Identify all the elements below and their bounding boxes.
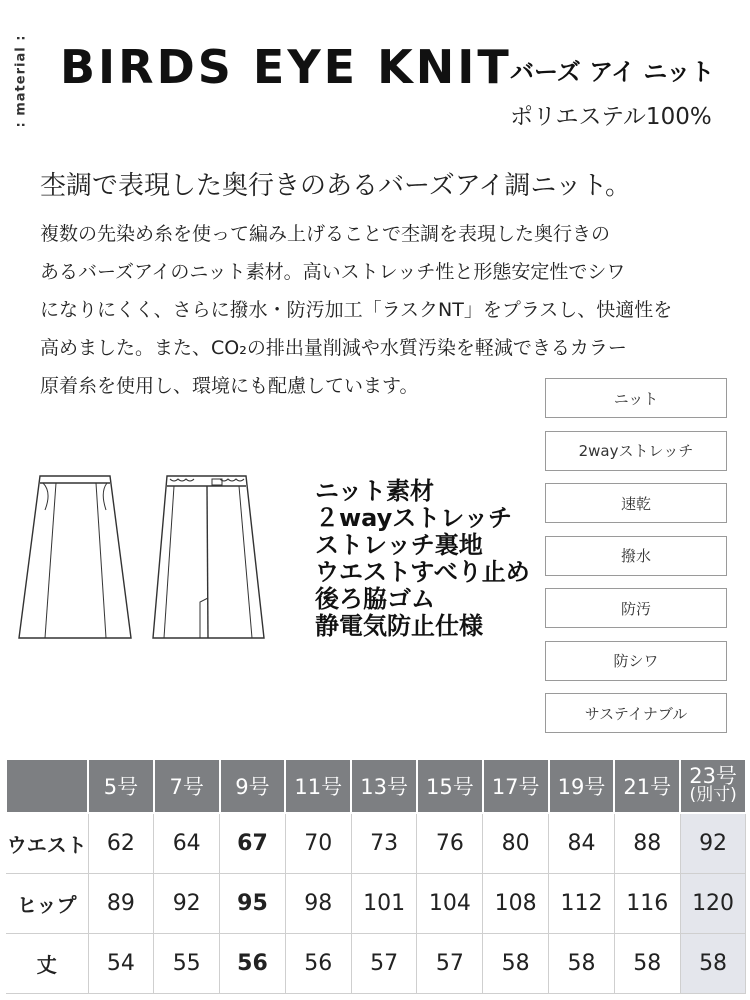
description-line: 原着糸を使用し、環境にも配慮しています。 [40, 375, 419, 397]
size-cell: 67 [220, 813, 286, 874]
size-cell: 101 [351, 874, 417, 934]
feature-list [315, 478, 530, 640]
size-header-cell: 11号 [285, 759, 351, 813]
size-cell: 56 [285, 934, 351, 994]
size-cell: 70 [285, 813, 351, 874]
size-header-special [680, 759, 746, 813]
size-cell: 57 [351, 934, 417, 994]
size-cell: 116 [614, 874, 680, 934]
size-header-cell: 9号 [220, 759, 286, 813]
size-cell: 88 [614, 813, 680, 874]
size-header-cell: 7号 [154, 759, 220, 813]
size-cell: 56 [220, 934, 286, 994]
size-cell: 64 [154, 813, 220, 874]
feature-item: 静電気防止仕様 [315, 612, 483, 640]
material-label [6, 20, 30, 130]
description-line: あるバーズアイのニット素材。高いストレッチ性と形態安定性でシワ [40, 261, 626, 283]
row-label: ウエスト [6, 813, 88, 874]
size-cell-special: 92 [680, 813, 746, 874]
size-header-cell: 21号 [614, 759, 680, 813]
size-cell: 84 [549, 813, 615, 874]
size-cell: 73 [351, 813, 417, 874]
special-size-label: 23号 [689, 764, 737, 788]
tag-water-repellent: 撥水 [545, 536, 727, 576]
size-cell: 108 [483, 874, 549, 934]
size-header-corner [6, 759, 88, 813]
size-cell: 76 [417, 813, 483, 874]
tag-2way-stretch: 2wayストレッチ [545, 431, 727, 471]
headline: 杢調で表現した奥行きのあるバーズアイ調ニット。 [40, 171, 631, 201]
size-header-cell: 17号 [483, 759, 549, 813]
feature-tags [545, 378, 727, 746]
size-cell: 58 [614, 934, 680, 994]
feature-item: ストレッチ裏地 [315, 531, 483, 559]
size-cell-special: 58 [680, 934, 746, 994]
size-cell: 98 [285, 874, 351, 934]
feature-item: 後ろ脇ゴム [315, 585, 435, 613]
size-cell: 95 [220, 874, 286, 934]
size-cell: 54 [88, 934, 154, 994]
tag-wrinkle-resistant: 防シワ [545, 641, 727, 681]
size-cell: 58 [483, 934, 549, 994]
fabric-title: BIRDS EYE KNIT [60, 40, 512, 94]
size-header-row [6, 759, 746, 813]
size-row-hip [6, 874, 746, 934]
tag-knit: ニット [545, 378, 727, 418]
size-row-length [6, 934, 746, 994]
description [40, 215, 680, 405]
size-header-cell: 15号 [417, 759, 483, 813]
feature-item: ２wayストレッチ [315, 504, 513, 532]
size-cell: 62 [88, 813, 154, 874]
size-table [5, 758, 747, 994]
size-header-cell: 19号 [549, 759, 615, 813]
description-line: になりにくく、さらに撥水・防汚加工「ラスクNT」をプラスし、快適性を [40, 299, 673, 321]
size-cell: 92 [154, 874, 220, 934]
special-size-note: (別寸) [689, 785, 737, 805]
description-line: 高めました。また、CO₂の排出量削減や水質汚染を軽減できるカラー [40, 337, 627, 359]
row-label: ヒップ [6, 874, 88, 934]
size-cell: 57 [417, 934, 483, 994]
feature-item: ウエストすべり止め [315, 558, 530, 586]
size-cell: 80 [483, 813, 549, 874]
fabric-composition: ポリエステル100% [510, 104, 712, 130]
size-cell: 58 [549, 934, 615, 994]
skirt-front-drawing [19, 476, 131, 638]
size-cell: 55 [154, 934, 220, 994]
material-label-text: : material : [13, 34, 29, 128]
size-row-waist [6, 813, 746, 874]
size-header-cell: 5号 [88, 759, 154, 813]
fabric-title-kana: バーズ アイ ニット [510, 58, 715, 86]
tag-quick-dry: 速乾 [545, 483, 727, 523]
size-cell: 112 [549, 874, 615, 934]
tag-stain-resistant: 防汚 [545, 588, 727, 628]
tag-sustainable: サステイナブル [545, 693, 727, 733]
feature-item: ニット素材 [315, 477, 435, 505]
size-cell-special: 120 [680, 874, 746, 934]
row-label: 丈 [6, 934, 88, 994]
description-line: 複数の先染め糸を使って編み上げることで杢調を表現した奥行きの [40, 223, 611, 245]
skirt-illustration [14, 470, 274, 645]
size-cell: 104 [417, 874, 483, 934]
size-cell: 89 [88, 874, 154, 934]
skirt-back-drawing [153, 476, 264, 638]
size-header-cell: 13号 [351, 759, 417, 813]
